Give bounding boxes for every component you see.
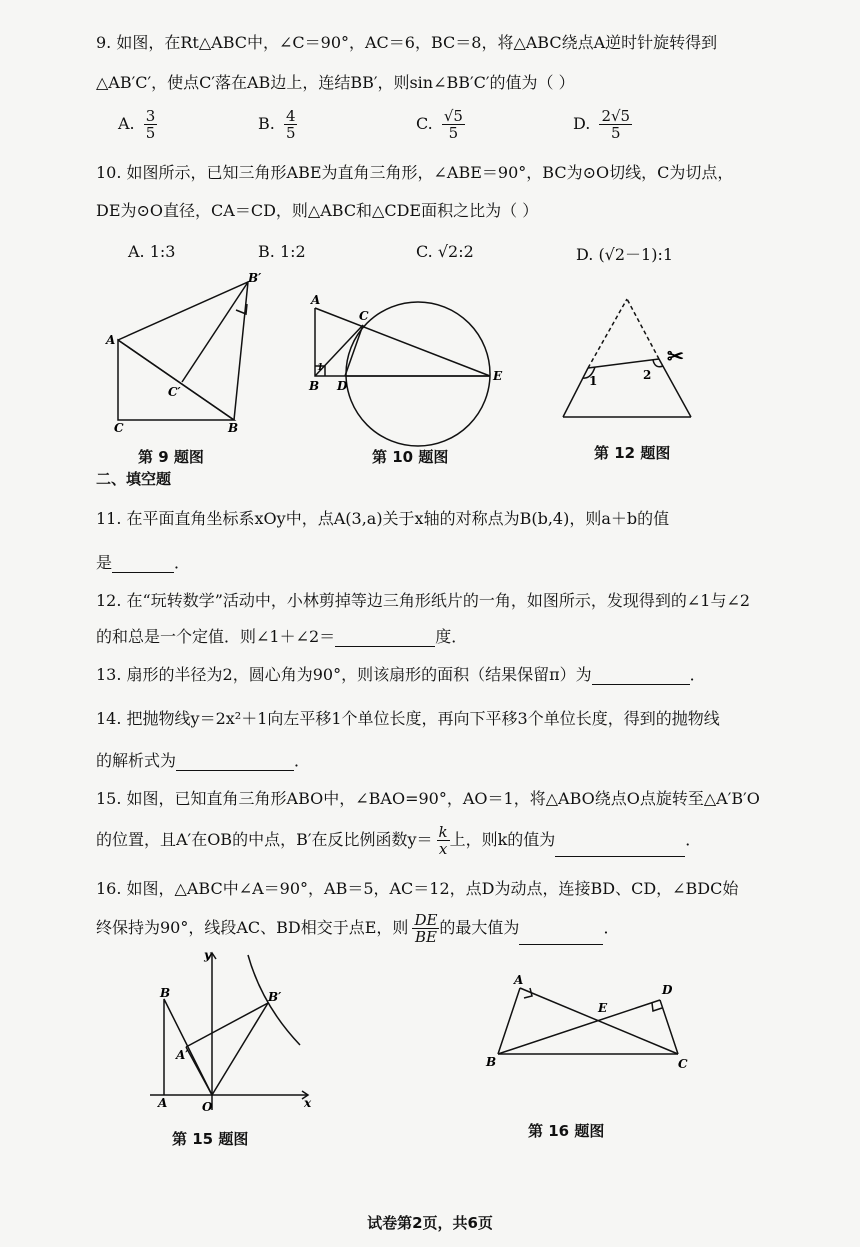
fraction: $\frac{k}{x}$ xyxy=(438,823,448,858)
fig15-label-b: B xyxy=(160,986,171,1000)
q15-answer-blank[interactable] xyxy=(555,842,685,857)
fig15-label-x: x xyxy=(304,1096,312,1110)
fig9-caption: 第 9 题图 xyxy=(138,448,204,466)
fig9-label-bprime: B′ xyxy=(248,271,262,285)
fraction: $\frac{DE}{BE}$ xyxy=(414,911,438,946)
q16-line2: 终保持为90°，线段AC、BD相交于点E，则 $\frac{DE}{BE}$ 的最大值为 ． xyxy=(96,911,620,946)
fig10-label-c: C xyxy=(359,309,369,323)
q9-option-c: C. $\frac{√5}{5}$ xyxy=(416,107,463,142)
q14-answer-blank[interactable] xyxy=(176,756,294,771)
fig16-label-a: A xyxy=(514,973,524,987)
q9-stem-line1: 9. 如图，在Rt△ABC中，∠C＝90°，AC＝6，BC＝8，将△ABC绕点A逆时针旋转得到 xyxy=(96,33,718,52)
scissors-icon: ✂ xyxy=(667,344,684,368)
fraction: $\frac{3}{5}$ xyxy=(145,107,156,142)
q12-line1: 12. 在“玩转数学”活动中，小林剪掉等边三角形纸片的一角，如图所示，发现得到的∠1与∠2 xyxy=(96,591,751,610)
fig10-label-a: A xyxy=(311,293,321,307)
fraction: $\frac{4}{5}$ xyxy=(285,107,296,142)
q10-option-c: C. √2:2 xyxy=(416,242,474,261)
fig10-label-b: B xyxy=(309,379,320,393)
section-fill-in-blank-header: 二、填空题 xyxy=(96,470,172,488)
fig16-label-c: C xyxy=(678,1057,688,1071)
figure-12 xyxy=(555,295,715,425)
q15-line1: 15. 如图，已知直角三角形ABO中，∠BAO=90°，AO＝1，将△ABO绕点O点旋转至△A′B′O xyxy=(96,789,760,808)
fig9-label-cprime: C′ xyxy=(168,385,181,399)
fraction: $\frac{√5}{5}$ xyxy=(443,107,463,142)
q14-line1: 14. 把抛物线y＝2x²＋1向左平移1个单位长度，再向下平移3个单位长度，得到的抛物线 xyxy=(96,709,720,728)
fig15-label-o: O xyxy=(202,1100,213,1114)
q15-line2: 的位置，且A′在OB的中点，B′在反比例函数y＝ $\frac{k}{x}$ 上，则k的值为 ． xyxy=(96,823,702,858)
fig15-label-bprime: B′ xyxy=(268,990,282,1004)
figure-15 xyxy=(150,945,320,1115)
q10-option-b: B. 1:2 xyxy=(258,242,306,261)
fig16-label-e: E xyxy=(598,1001,608,1015)
fig15-label-a: A xyxy=(158,1096,168,1110)
q12-line2: 的和总是一个定值．则∠1＋∠2＝ 度． xyxy=(96,627,468,646)
fig12-label-2: 2 xyxy=(643,368,652,382)
figure-16 xyxy=(480,968,700,1078)
fig9-label-c: C xyxy=(114,421,124,435)
q12-answer-blank[interactable] xyxy=(335,632,435,647)
fig12-label-1: 1 xyxy=(589,374,598,388)
fraction: $\frac{2√5}{5}$ xyxy=(601,107,631,142)
q10-stem-line2: DE为⊙O直径，CA＝CD，则△ABC和△CDE面积之比为（ ） xyxy=(96,201,539,220)
q9-option-d: D. $\frac{2√5}{5}$ xyxy=(573,107,631,142)
q9-option-b: B. $\frac{4}{5}$ xyxy=(258,107,296,142)
q16-line1: 16. 如图，△ABC中∠A＝90°，AB＝5，AC＝12，点D为动点，连接BD、CD，∠BDC始 xyxy=(96,879,739,898)
fig15-caption: 第 15 题图 xyxy=(172,1130,249,1148)
fig12-caption: 第 12 题图 xyxy=(594,444,671,462)
fig10-caption: 第 10 题图 xyxy=(372,448,449,466)
q10-stem-line1: 10. 如图所示，已知三角形ABE为直角三角形，∠ABE＝90°，BC为⊙O切线，C为切点， xyxy=(96,163,734,182)
q11-line1: 11. 在平面直角坐标系xOy中，点A(3,a)关于x轴的对称点为B(b,4)，则a＋b的值 xyxy=(96,509,670,528)
fig10-label-e: E xyxy=(493,369,503,383)
q10-option-a: A. 1:3 xyxy=(128,242,176,261)
fig15-label-y: y xyxy=(204,948,211,962)
q16-answer-blank[interactable] xyxy=(519,930,603,945)
fig10-label-1: 1 xyxy=(317,363,324,373)
fig15-label-aprime: A′ xyxy=(176,1048,189,1062)
q13-answer-blank[interactable] xyxy=(592,670,690,685)
q9-option-a: A. $\frac{3}{5}$ xyxy=(118,107,156,142)
figure-9 xyxy=(100,270,270,440)
fig16-caption: 第 16 题图 xyxy=(528,1122,605,1140)
figure-10 xyxy=(305,290,510,440)
q13-line1: 13. 扇形的半径为2，圆心角为90°，则该扇形的面积（结果保留π）为 ． xyxy=(96,665,706,684)
q14-line2: 的解析式为 ． xyxy=(96,751,311,770)
fig10-label-d: D xyxy=(337,379,348,393)
q9-stem-line2: △AB′C′，使点C′落在AB边上，连结BB′，则sin∠BB′C′的值为（ ） xyxy=(96,73,575,92)
q10-option-d: D. (√2－1):1 xyxy=(576,245,674,264)
fig9-label-a: A xyxy=(106,333,116,347)
page-footer: 试卷第2页，共6页 xyxy=(367,1214,493,1232)
fig16-label-b: B xyxy=(486,1055,497,1069)
fig9-label-b: B xyxy=(228,421,239,435)
fig16-label-d: D xyxy=(662,983,673,997)
q11-line2: 是 ． xyxy=(96,553,191,572)
q11-answer-blank[interactable] xyxy=(112,558,174,573)
